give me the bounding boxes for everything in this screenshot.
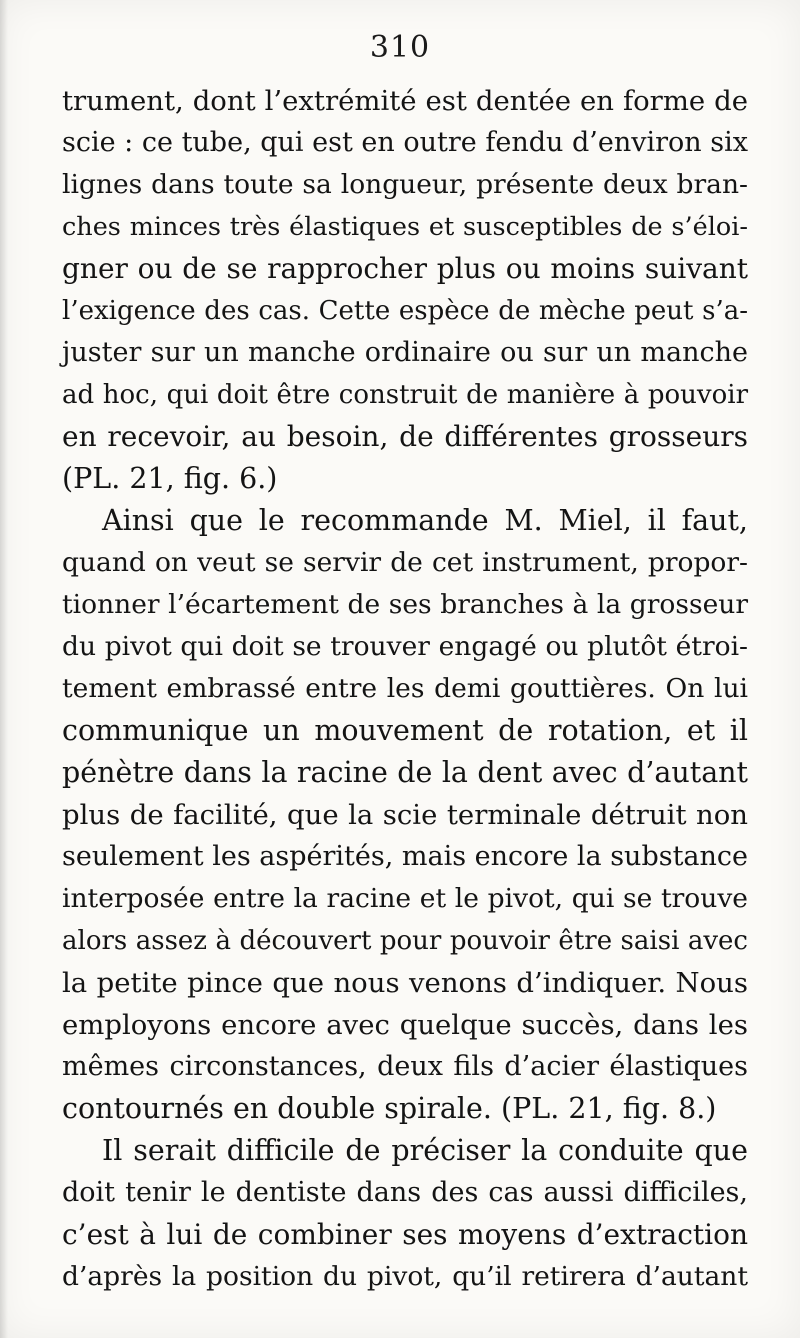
text-line: gner ou de se rapprocher plus ou moins suivant xyxy=(62,252,748,285)
text-line: scie : ce tube, qui est en outre fendu d’environ six xyxy=(62,127,748,158)
text-line: l’exigence des cas. Cette espèce de mèche peut s’a- xyxy=(62,296,748,326)
text-line: en recevoir, au besoin, de différentes grosseurs xyxy=(62,420,748,453)
text-line: c’est à lui de combiner ses moyens d’extraction xyxy=(62,1218,748,1251)
page-number: 310 xyxy=(369,30,431,65)
text-line: ad hoc, qui doit être construit de manière à pouvoir xyxy=(62,380,748,410)
text-line: Ainsi que le recommande M. Miel, il faut, xyxy=(102,504,748,537)
text-line: communique un mouvement de rotation, et il xyxy=(62,714,748,747)
text-line: Il serait difficile de préciser la conduite que xyxy=(102,1134,748,1167)
text-line: alors assez à découvert pour pouvoir être saisi avec xyxy=(62,926,748,956)
text-line: trument, dont l’extrémité est dentée en forme de xyxy=(62,85,748,117)
text-line: seulement les aspérités, mais encore la substance xyxy=(62,841,749,872)
text-line: du pivot qui doit se trouver engagé ou plutôt étroi- xyxy=(62,631,748,662)
text-line: mêmes circonstances, deux fils d’acier élastiques xyxy=(62,1051,748,1082)
text-line: lignes dans toute sa longueur, présente deux bran- xyxy=(62,169,748,200)
text-line: la petite pince que nous venons d’indiquer. Nous xyxy=(62,967,748,999)
text-line: d’après la position du pivot, qu’il retirera d’autant xyxy=(62,1261,748,1292)
text-line: tionner l’écartement de ses branches à la grosseur xyxy=(62,589,748,620)
text-line: (PL. 21, fig. 6.) xyxy=(62,462,278,495)
text-line: quand on veut se servir de cet instrument, propor- xyxy=(62,547,748,578)
text-line: contournés en double spirale. (PL. 21, fig. 8.) xyxy=(62,1092,717,1125)
text-line: tement embrassé entre les demi gouttières. On lui xyxy=(62,673,748,704)
page-edge-shadow xyxy=(0,0,8,1338)
text-line: doit tenir le dentiste dans des cas aussi difficiles, xyxy=(62,1177,748,1208)
text-line: pénètre dans la racine de la dent avec d’autant xyxy=(62,756,748,789)
text-line: juster sur un manche ordinaire ou sur un manche xyxy=(62,337,748,368)
text-line: plus de facilité, que la scie terminale détruit non xyxy=(62,799,748,831)
text-line: ches minces très élastiques et susceptibles de s’éloi- xyxy=(62,212,748,242)
text-line: interposée entre la racine et le pivot, qui se trouve xyxy=(62,883,748,914)
body-text xyxy=(62,80,748,1298)
text-line: employons encore avec quelque succès, dans les xyxy=(62,1009,748,1041)
